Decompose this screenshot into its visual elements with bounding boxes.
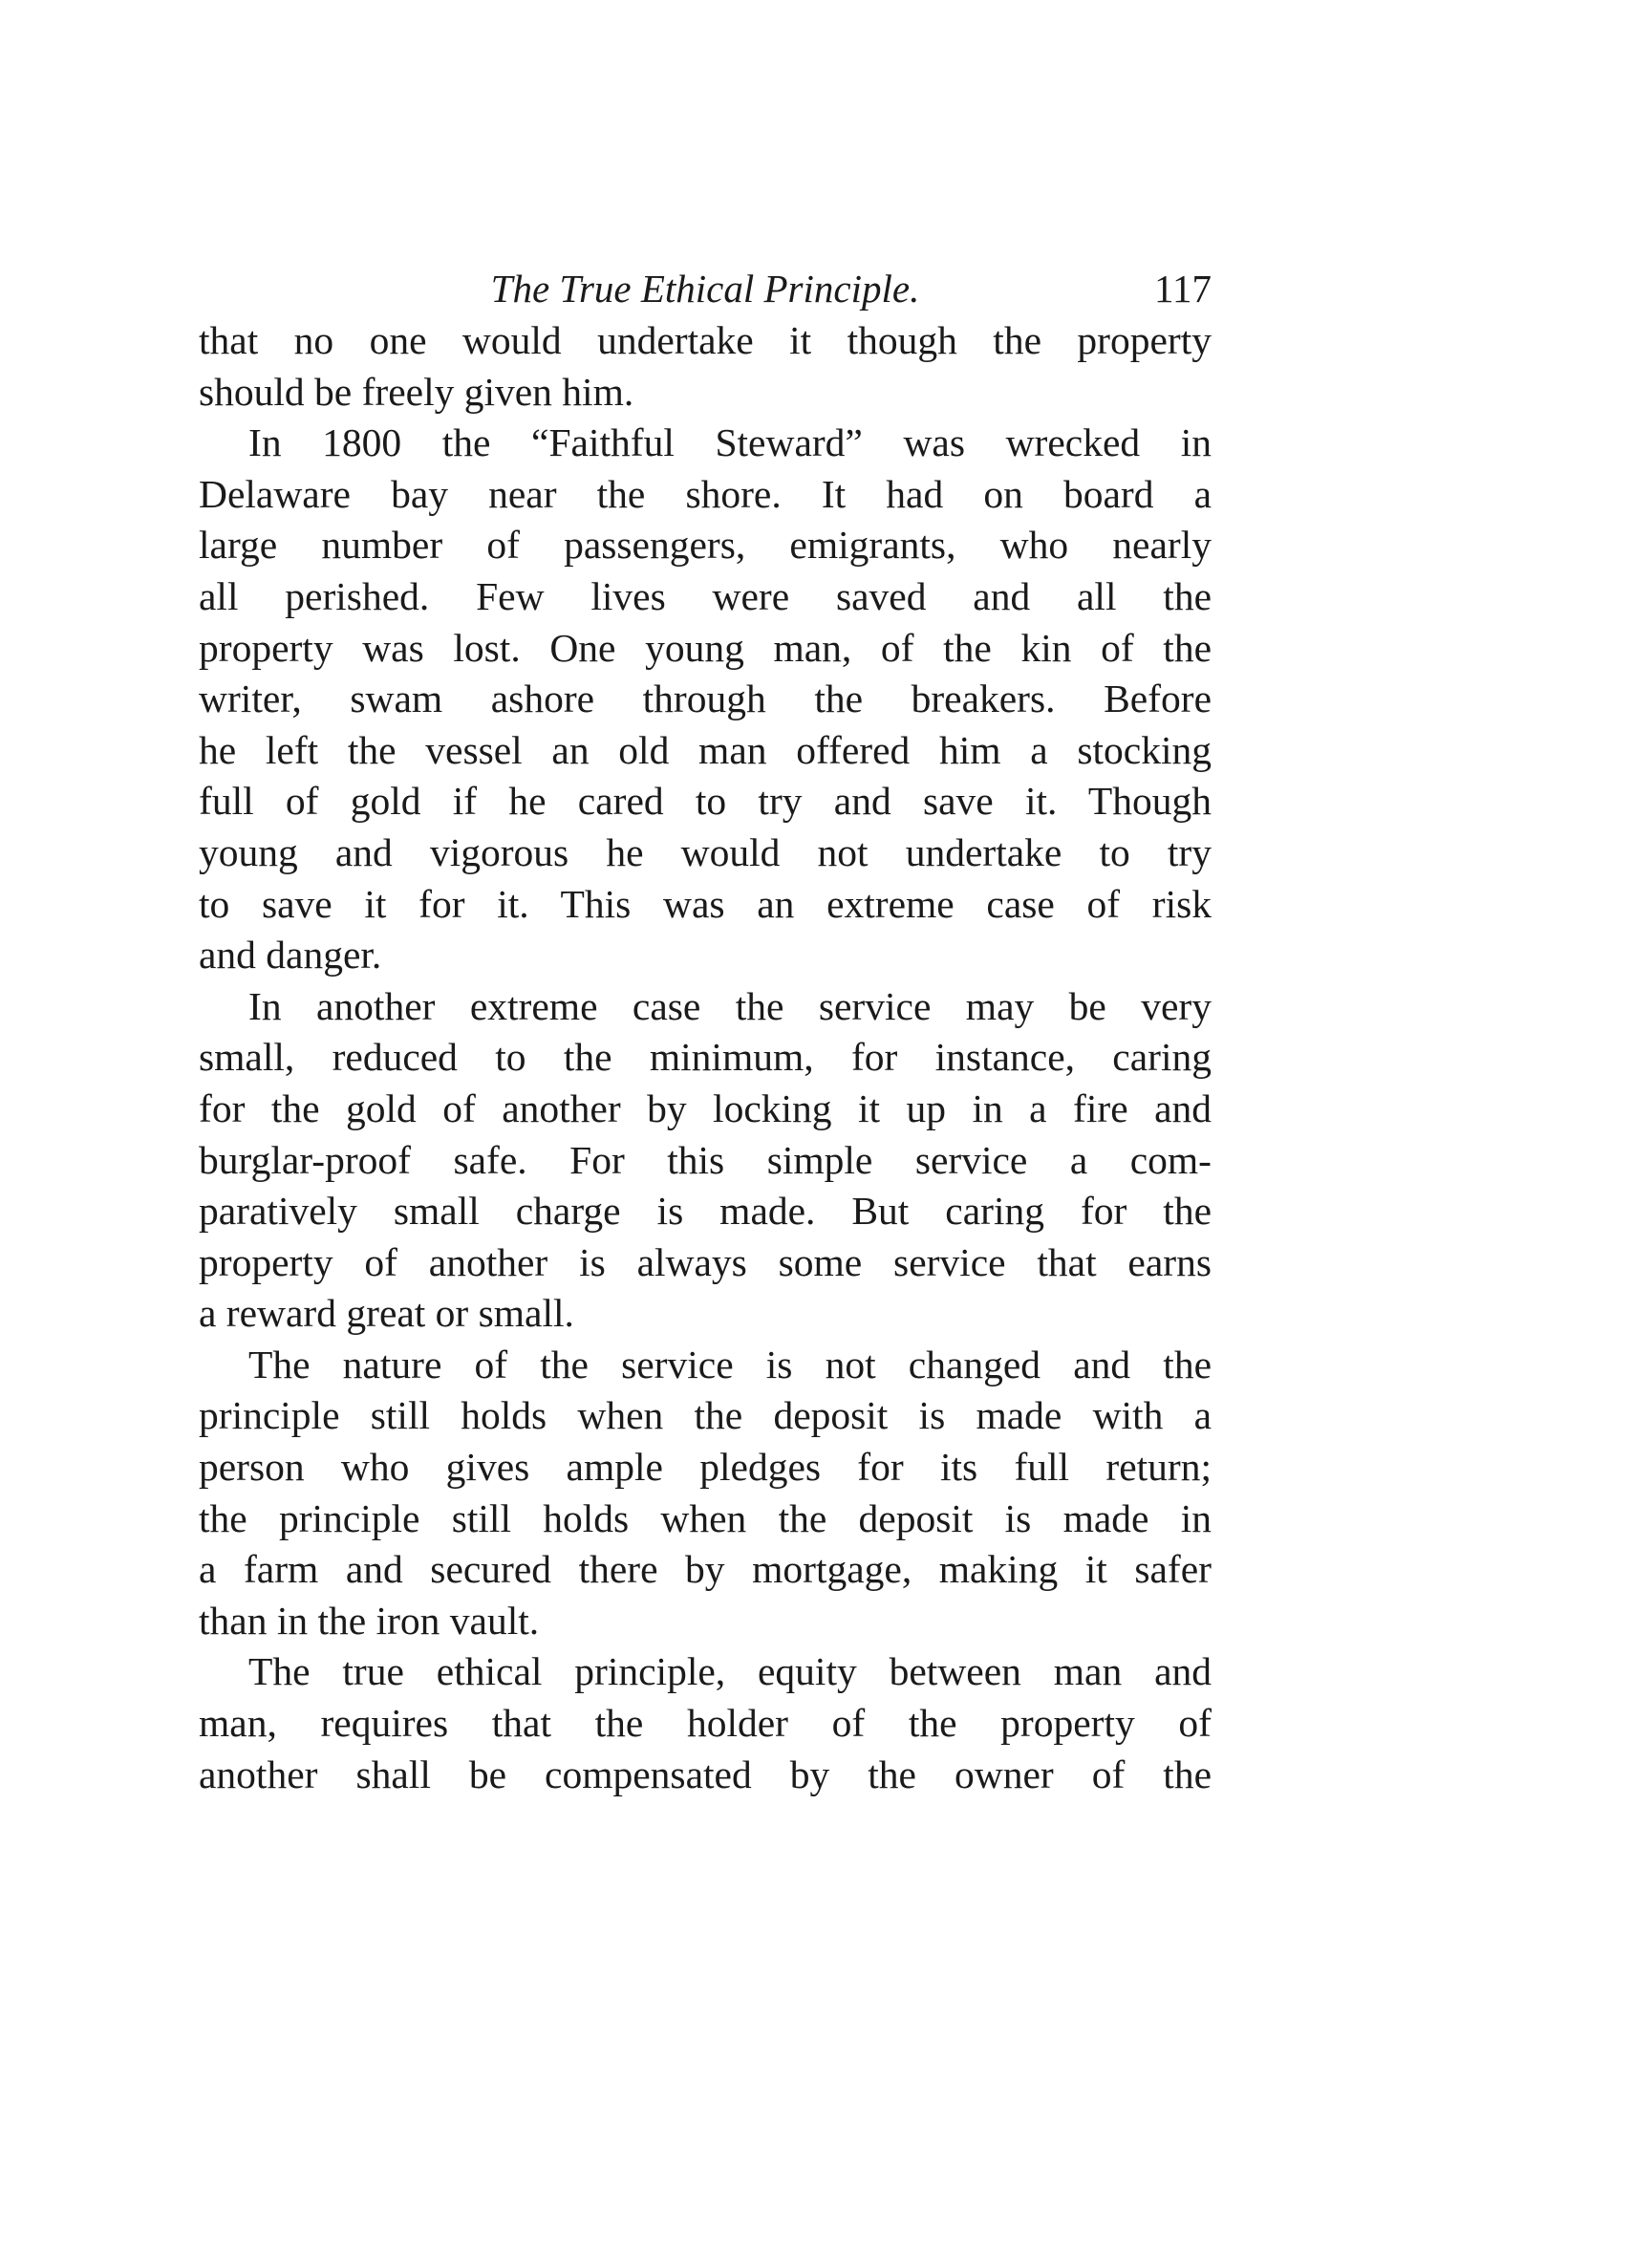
- text-line: a reward great or small.: [199, 1291, 574, 1336]
- paragraph: [199, 981, 1212, 1340]
- text-line: and danger.: [199, 933, 382, 978]
- text-line: that no one would undertake it though the property: [199, 318, 1212, 362]
- text-line: a farm and secured there by mortgage, making it safer: [199, 1547, 1212, 1592]
- running-title: The True Ethical Principle.: [490, 267, 920, 311]
- text-line: full of gold if he cared to try and save it. Though: [199, 779, 1212, 824]
- paragraph: [199, 1340, 1212, 1647]
- paragraph: [199, 418, 1212, 981]
- text-line: for the gold of another by locking it up in a fire and: [199, 1086, 1212, 1130]
- text-line: the principle still holds when the deposit is made in: [199, 1495, 1212, 1540]
- text-line: to save it for it. This was an extreme case of risk: [199, 881, 1212, 926]
- text-line: man, requires that the holder of the property of: [199, 1701, 1212, 1746]
- text-line: burglar-proof safe. For this simple service a com-: [199, 1137, 1212, 1182]
- text-line: another shall be compensated by the owner of the: [199, 1752, 1212, 1796]
- text-line: he left the vessel an old man offered him a stocking: [199, 727, 1212, 772]
- paragraph: [199, 315, 1212, 418]
- text-line: The nature of the service is not changed and the: [248, 1342, 1212, 1386]
- text-line: all perished. Few lives were saved and all the: [199, 573, 1212, 618]
- running-head: [199, 260, 1212, 317]
- text-line: In 1800 the “Faithful Steward” was wrecked in: [248, 420, 1212, 465]
- text-line: property of another is always some service that earns: [199, 1239, 1212, 1284]
- text-line: Delaware bay near the shore. It had on board a: [199, 471, 1212, 516]
- text-line: large number of passengers, emigrants, who nearly: [199, 523, 1212, 568]
- text-line: small, reduced to the minimum, for instance, caring: [199, 1035, 1212, 1080]
- text-line: writer, swam ashore through the breakers. Before: [199, 677, 1212, 721]
- body-text: [199, 315, 1212, 1800]
- text-line: The true ethical principle, equity between man and: [248, 1649, 1212, 1694]
- text-line: should be freely given him.: [199, 369, 634, 414]
- text-line: young and vigorous he would not undertake to try: [199, 829, 1212, 874]
- text-line: person who gives ample pledges for its full return;: [199, 1445, 1212, 1490]
- text-line: than in the iron vault.: [199, 1598, 540, 1643]
- text-line: paratively small charge is made. But caring for the: [199, 1189, 1212, 1234]
- text-line: principle still holds when the deposit is made with a: [199, 1393, 1212, 1438]
- text-line: property was lost. One young man, of the kin of the: [199, 625, 1212, 670]
- page-number: 117: [1154, 267, 1212, 311]
- paragraph: [199, 1646, 1212, 1800]
- text-line: In another extreme case the service may be very: [248, 983, 1212, 1028]
